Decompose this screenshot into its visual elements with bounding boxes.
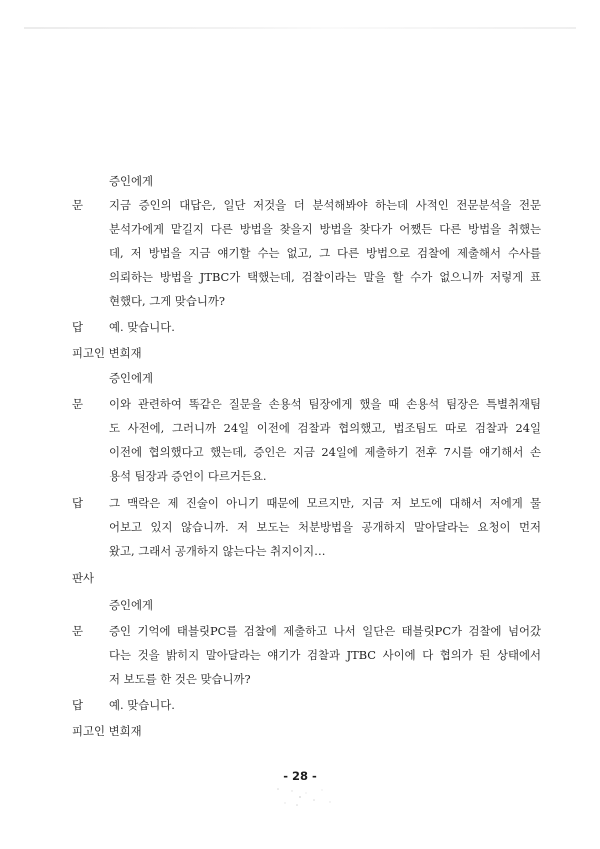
question-line: 분석가에게 맡길지 다른 방법을 찾을지 방법을 찾다가 어쨌든 다른 방법을 취했는 bbox=[109, 222, 541, 236]
question-line: 현했다, 그게 맞습니까? bbox=[109, 294, 225, 308]
addressee: 증인에게 bbox=[109, 371, 154, 385]
question-line: 용석 팀장과 증언이 다르거든요. bbox=[109, 469, 267, 483]
answer-line: 예. 맞습니다. bbox=[109, 320, 175, 334]
scan-noise bbox=[270, 786, 340, 808]
question-label: 문 bbox=[72, 198, 84, 212]
addressee: 증인에게 bbox=[109, 174, 154, 188]
question-line: 데, 저 방법을 지금 얘기할 수는 없고, 그 다른 방법으로 검찰에 제출해서 수사를 bbox=[109, 246, 541, 260]
answer-line: 예. 맞습니다. bbox=[109, 698, 175, 712]
addressee: 증인에게 bbox=[109, 598, 154, 612]
question-label: 문 bbox=[72, 624, 84, 638]
answer-label: 답 bbox=[72, 496, 84, 510]
question-line: 증인 기억에 태블릿PC를 검찰에 제출하고 나서 일단은 태블릿PC가 검찰에 넘어갔 bbox=[109, 624, 541, 638]
question-line: 이와 관련하여 똑같은 질문을 손용석 팀장에게 했을 때 손용석 팀장은 특별취재팀 bbox=[109, 397, 541, 411]
question-label: 문 bbox=[72, 397, 84, 411]
speaker-heading: 피고인 변희재 bbox=[72, 724, 142, 738]
question-line: 이전에 협의했다고 했는데, 증인은 지금 24일에 제출하기 전후 7시를 얘기해서 손 bbox=[109, 445, 541, 459]
answer-label: 답 bbox=[72, 698, 84, 712]
question-line: 지금 증인의 대답은, 일단 저것을 더 분석해봐야 하는데 사적인 전문분석을 전문 bbox=[109, 198, 541, 212]
answer-line: 왔고, 그래서 공개하지 않는다는 취지이지… bbox=[109, 544, 326, 558]
speaker-heading: 피고인 변희재 bbox=[72, 346, 142, 360]
page-number: - 28 - bbox=[283, 769, 317, 783]
scan-artifact bbox=[24, 27, 576, 29]
question-line: 저 보도를 한 것은 맞습니까? bbox=[109, 672, 251, 686]
answer-label: 답 bbox=[72, 320, 84, 334]
answer-line: 어보고 있지 않습니까. 저 보도는 처분방법을 공개하지 말아달라는 요청이 먼저 bbox=[109, 520, 541, 534]
question-line: 의뢰하는 방법을 JTBC가 택했는데, 검찰이라는 말을 할 수가 없으니까 저렇게 표 bbox=[109, 270, 541, 284]
question-line: 도 사전에, 그러니까 24일 이전에 검찰과 협의했고, 법조팀도 따로 검찰과 24일 bbox=[109, 421, 541, 435]
answer-line: 그 맥락은 제 진술이 아니기 때문에 모르지만, 지금 저 보도에 대해서 저에게 물 bbox=[109, 496, 541, 510]
question-line: 다는 것을 밝히지 말아달라는 얘기가 검찰과 JTBC 사이에 다 협의가 된 상태에서 bbox=[109, 648, 541, 662]
speaker-heading: 판사 bbox=[72, 571, 95, 585]
